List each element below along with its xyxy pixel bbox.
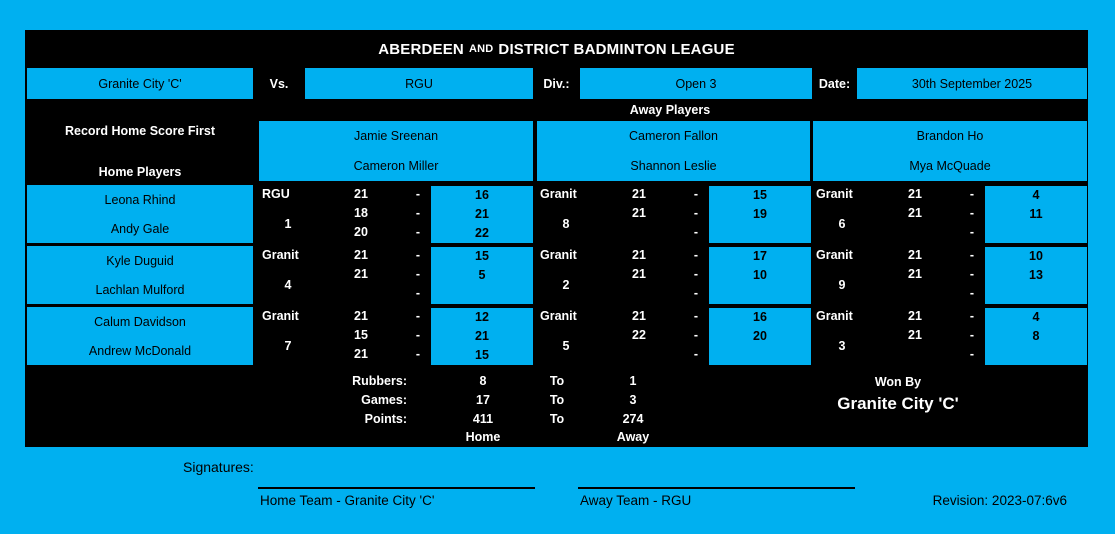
away-score-cell[interactable] bbox=[431, 308, 533, 365]
home-score[interactable] bbox=[317, 284, 405, 303]
match-number: 2 bbox=[562, 278, 570, 292]
away-score[interactable]: 15 bbox=[475, 249, 489, 263]
match-number: 5 bbox=[562, 339, 570, 353]
score-dash: - bbox=[969, 328, 975, 342]
away-score-cell[interactable] bbox=[709, 247, 811, 304]
winning-team: Granite City 'C' bbox=[837, 394, 959, 413]
score-dash: - bbox=[693, 347, 699, 361]
games-home-total: 17 bbox=[476, 393, 490, 407]
league-title-and: AND bbox=[468, 43, 494, 55]
games-away-total: 3 bbox=[629, 393, 637, 407]
home-pair-1-cell[interactable] bbox=[27, 185, 253, 243]
match-block-r3c2 bbox=[537, 307, 811, 366]
score-dash: - bbox=[969, 347, 975, 361]
match-winner: Granit bbox=[816, 187, 853, 201]
revision-label: Revision: 2023-07:6v6 bbox=[932, 493, 1067, 508]
match-sheet bbox=[25, 30, 1088, 447]
score-dash: - bbox=[693, 286, 699, 300]
score-dash: - bbox=[969, 286, 975, 300]
match-winner: Granit bbox=[540, 187, 577, 201]
away-score[interactable]: 17 bbox=[753, 249, 767, 263]
away-signature-label: Away Team - RGU bbox=[580, 493, 692, 508]
away-score-cell[interactable] bbox=[709, 308, 811, 365]
home-score[interactable]: 21 bbox=[908, 309, 922, 323]
away-score[interactable]: 21 bbox=[475, 207, 489, 221]
match-block-r1c1 bbox=[259, 185, 533, 244]
away-score[interactable]: 4 bbox=[1032, 188, 1040, 202]
away-player: Cameron Miller bbox=[353, 159, 439, 173]
home-player: Kyle Duguid bbox=[106, 253, 174, 268]
division-cell[interactable]: Open 3 bbox=[580, 68, 812, 99]
home-score[interactable]: 21 bbox=[354, 248, 368, 262]
away-score[interactable]: 16 bbox=[753, 310, 767, 324]
home-score[interactable]: 15 bbox=[354, 328, 368, 342]
score-dash: - bbox=[415, 267, 421, 281]
home-score[interactable]: 21 bbox=[908, 206, 922, 220]
away-column-label: Away bbox=[616, 430, 650, 444]
to-label: To bbox=[549, 393, 565, 407]
home-player: Andrew McDonald bbox=[88, 343, 192, 358]
away-pair-1-cell[interactable] bbox=[259, 121, 533, 181]
score-dash: - bbox=[415, 248, 421, 262]
home-score[interactable]: 18 bbox=[354, 206, 368, 220]
score-dash: - bbox=[693, 309, 699, 323]
match-number: 6 bbox=[838, 217, 846, 231]
home-player: Lachlan Mulford bbox=[95, 282, 185, 297]
away-score[interactable] bbox=[431, 285, 533, 304]
score-dash: - bbox=[415, 309, 421, 323]
away-score[interactable]: 8 bbox=[1032, 329, 1040, 343]
match-winner: Granit bbox=[262, 309, 299, 323]
match-number: 1 bbox=[284, 217, 292, 231]
away-score-cell[interactable] bbox=[709, 186, 811, 243]
home-score[interactable] bbox=[595, 345, 683, 364]
points-home-total: 411 bbox=[472, 412, 494, 426]
away-score[interactable] bbox=[985, 285, 1087, 304]
match-number: 3 bbox=[838, 339, 846, 353]
match-number: 8 bbox=[562, 217, 570, 231]
score-dash: - bbox=[969, 267, 975, 281]
match-winner: Granit bbox=[816, 309, 853, 323]
match-winner: Granit bbox=[262, 248, 299, 262]
date-cell[interactable]: 30th September 2025 bbox=[857, 68, 1087, 99]
match-number: 4 bbox=[284, 278, 292, 292]
away-player: Cameron Fallon bbox=[629, 129, 718, 143]
rubbers-away-total: 1 bbox=[629, 374, 637, 388]
score-dash: - bbox=[969, 225, 975, 239]
home-players-heading: Home Players bbox=[98, 165, 182, 179]
score-dash: - bbox=[693, 206, 699, 220]
home-score[interactable]: 21 bbox=[354, 309, 368, 323]
home-score[interactable] bbox=[595, 223, 683, 242]
away-score[interactable]: 10 bbox=[1029, 249, 1043, 263]
score-dash: - bbox=[415, 328, 421, 342]
away-score[interactable]: 13 bbox=[1029, 268, 1043, 282]
record-note: Record Home Score First bbox=[64, 124, 216, 138]
to-label: To bbox=[549, 374, 565, 388]
home-score[interactable]: 20 bbox=[354, 225, 368, 239]
match-winner: RGU bbox=[262, 187, 290, 201]
score-dash: - bbox=[969, 309, 975, 323]
points-label: Points: bbox=[364, 412, 407, 426]
league-title-post: DISTRICT BADMINTON LEAGUE bbox=[498, 40, 735, 58]
home-score[interactable] bbox=[871, 284, 959, 303]
home-signature-label: Home Team - Granite City 'C' bbox=[260, 493, 435, 508]
home-score[interactable]: 21 bbox=[908, 248, 922, 262]
match-winner: Granit bbox=[540, 248, 577, 262]
match-block-r1c2 bbox=[537, 185, 811, 244]
league-title bbox=[25, 36, 1088, 62]
won-by-label: Won By bbox=[874, 375, 922, 389]
home-score[interactable] bbox=[871, 345, 959, 364]
signatures-label: Signatures: bbox=[183, 459, 254, 475]
away-score-cell[interactable] bbox=[985, 186, 1087, 243]
away-score[interactable]: 10 bbox=[753, 268, 767, 282]
home-player: Andy Gale bbox=[110, 221, 170, 236]
score-dash: - bbox=[693, 225, 699, 239]
away-team-cell[interactable]: RGU bbox=[305, 68, 533, 99]
match-block-r3c1 bbox=[259, 307, 533, 366]
score-dash: - bbox=[969, 187, 975, 201]
home-score[interactable]: 21 bbox=[632, 187, 646, 201]
home-score[interactable]: 21 bbox=[632, 206, 646, 220]
away-score[interactable] bbox=[709, 346, 811, 365]
match-block-r2c3 bbox=[813, 246, 1087, 305]
home-score[interactable]: 21 bbox=[632, 309, 646, 323]
score-dash: - bbox=[693, 187, 699, 201]
date-label: Date: bbox=[818, 76, 851, 91]
score-dash: - bbox=[415, 206, 421, 220]
score-dash: - bbox=[415, 187, 421, 201]
score-dash: - bbox=[415, 347, 421, 361]
match-winner: Granit bbox=[816, 248, 853, 262]
vs-label: Vs. bbox=[269, 76, 289, 91]
away-score-cell[interactable] bbox=[985, 247, 1087, 304]
games-label: Games: bbox=[361, 393, 407, 407]
score-dash: - bbox=[415, 286, 421, 300]
away-score[interactable]: 11 bbox=[1029, 207, 1043, 221]
match-number: 9 bbox=[838, 278, 846, 292]
score-dash: - bbox=[969, 206, 975, 220]
match-block-r2c1 bbox=[259, 246, 533, 305]
away-player: Brandon Ho bbox=[916, 129, 984, 143]
match-block-r3c3 bbox=[813, 307, 1087, 366]
home-pair-2-cell[interactable] bbox=[27, 246, 253, 304]
match-block-r2c2 bbox=[537, 246, 811, 305]
match-number: 7 bbox=[284, 339, 292, 353]
away-players-heading: Away Players bbox=[629, 102, 711, 117]
rubbers-home-total: 8 bbox=[479, 374, 487, 388]
score-dash: - bbox=[693, 267, 699, 281]
away-score[interactable] bbox=[985, 224, 1087, 243]
home-player: Calum Davidson bbox=[94, 314, 186, 329]
home-score[interactable]: 21 bbox=[908, 328, 922, 342]
away-score[interactable]: 12 bbox=[475, 310, 489, 324]
home-team-cell[interactable]: Granite City 'C' bbox=[27, 68, 253, 99]
away-score[interactable]: 15 bbox=[475, 348, 489, 362]
home-score[interactable]: 21 bbox=[908, 187, 922, 201]
away-score[interactable] bbox=[985, 346, 1087, 365]
score-dash: - bbox=[693, 248, 699, 262]
score-dash: - bbox=[693, 328, 699, 342]
home-signature-line[interactable] bbox=[258, 487, 535, 489]
away-score[interactable] bbox=[709, 285, 811, 304]
away-score[interactable]: 19 bbox=[753, 207, 767, 221]
away-score-cell[interactable] bbox=[431, 247, 533, 304]
away-player: Mya McQuade bbox=[909, 159, 991, 173]
away-signature-line[interactable] bbox=[578, 487, 855, 489]
home-score[interactable]: 21 bbox=[354, 267, 368, 281]
away-pair-2-cell[interactable] bbox=[537, 121, 810, 181]
away-score-cell[interactable] bbox=[985, 308, 1087, 365]
home-score[interactable] bbox=[871, 223, 959, 242]
home-score[interactable]: 21 bbox=[908, 267, 922, 281]
home-score[interactable] bbox=[595, 284, 683, 303]
away-score-cell[interactable] bbox=[431, 186, 533, 243]
home-column-label: Home bbox=[465, 430, 501, 444]
league-title-pre: ABERDEEN bbox=[378, 40, 464, 58]
home-player: Leona Rhind bbox=[104, 192, 176, 207]
home-score[interactable]: 21 bbox=[354, 347, 368, 361]
away-score[interactable]: 15 bbox=[753, 188, 767, 202]
away-score[interactable]: 5 bbox=[478, 268, 486, 282]
away-score[interactable]: 20 bbox=[753, 329, 767, 343]
home-score[interactable]: 21 bbox=[354, 187, 368, 201]
away-score[interactable]: 22 bbox=[475, 226, 489, 240]
home-score[interactable]: 22 bbox=[632, 328, 646, 342]
rubbers-label: Rubbers: bbox=[352, 374, 407, 388]
match-winner: Granit bbox=[540, 309, 577, 323]
away-player: Shannon Leslie bbox=[630, 159, 717, 173]
away-score[interactable]: 4 bbox=[1032, 310, 1040, 324]
away-score[interactable] bbox=[709, 224, 811, 243]
to-label: To bbox=[549, 412, 565, 426]
division-label: Div.: bbox=[543, 76, 570, 91]
away-player: Jamie Sreenan bbox=[353, 129, 439, 143]
home-pair-3-cell[interactable] bbox=[27, 307, 253, 365]
match-block-r1c3 bbox=[813, 185, 1087, 244]
away-score[interactable]: 16 bbox=[475, 188, 489, 202]
away-score[interactable]: 21 bbox=[475, 329, 489, 343]
home-score[interactable]: 21 bbox=[632, 267, 646, 281]
away-pair-3-cell[interactable] bbox=[813, 121, 1087, 181]
score-dash: - bbox=[969, 248, 975, 262]
score-dash: - bbox=[415, 225, 421, 239]
points-away-total: 274 bbox=[622, 412, 644, 426]
home-score[interactable]: 21 bbox=[632, 248, 646, 262]
